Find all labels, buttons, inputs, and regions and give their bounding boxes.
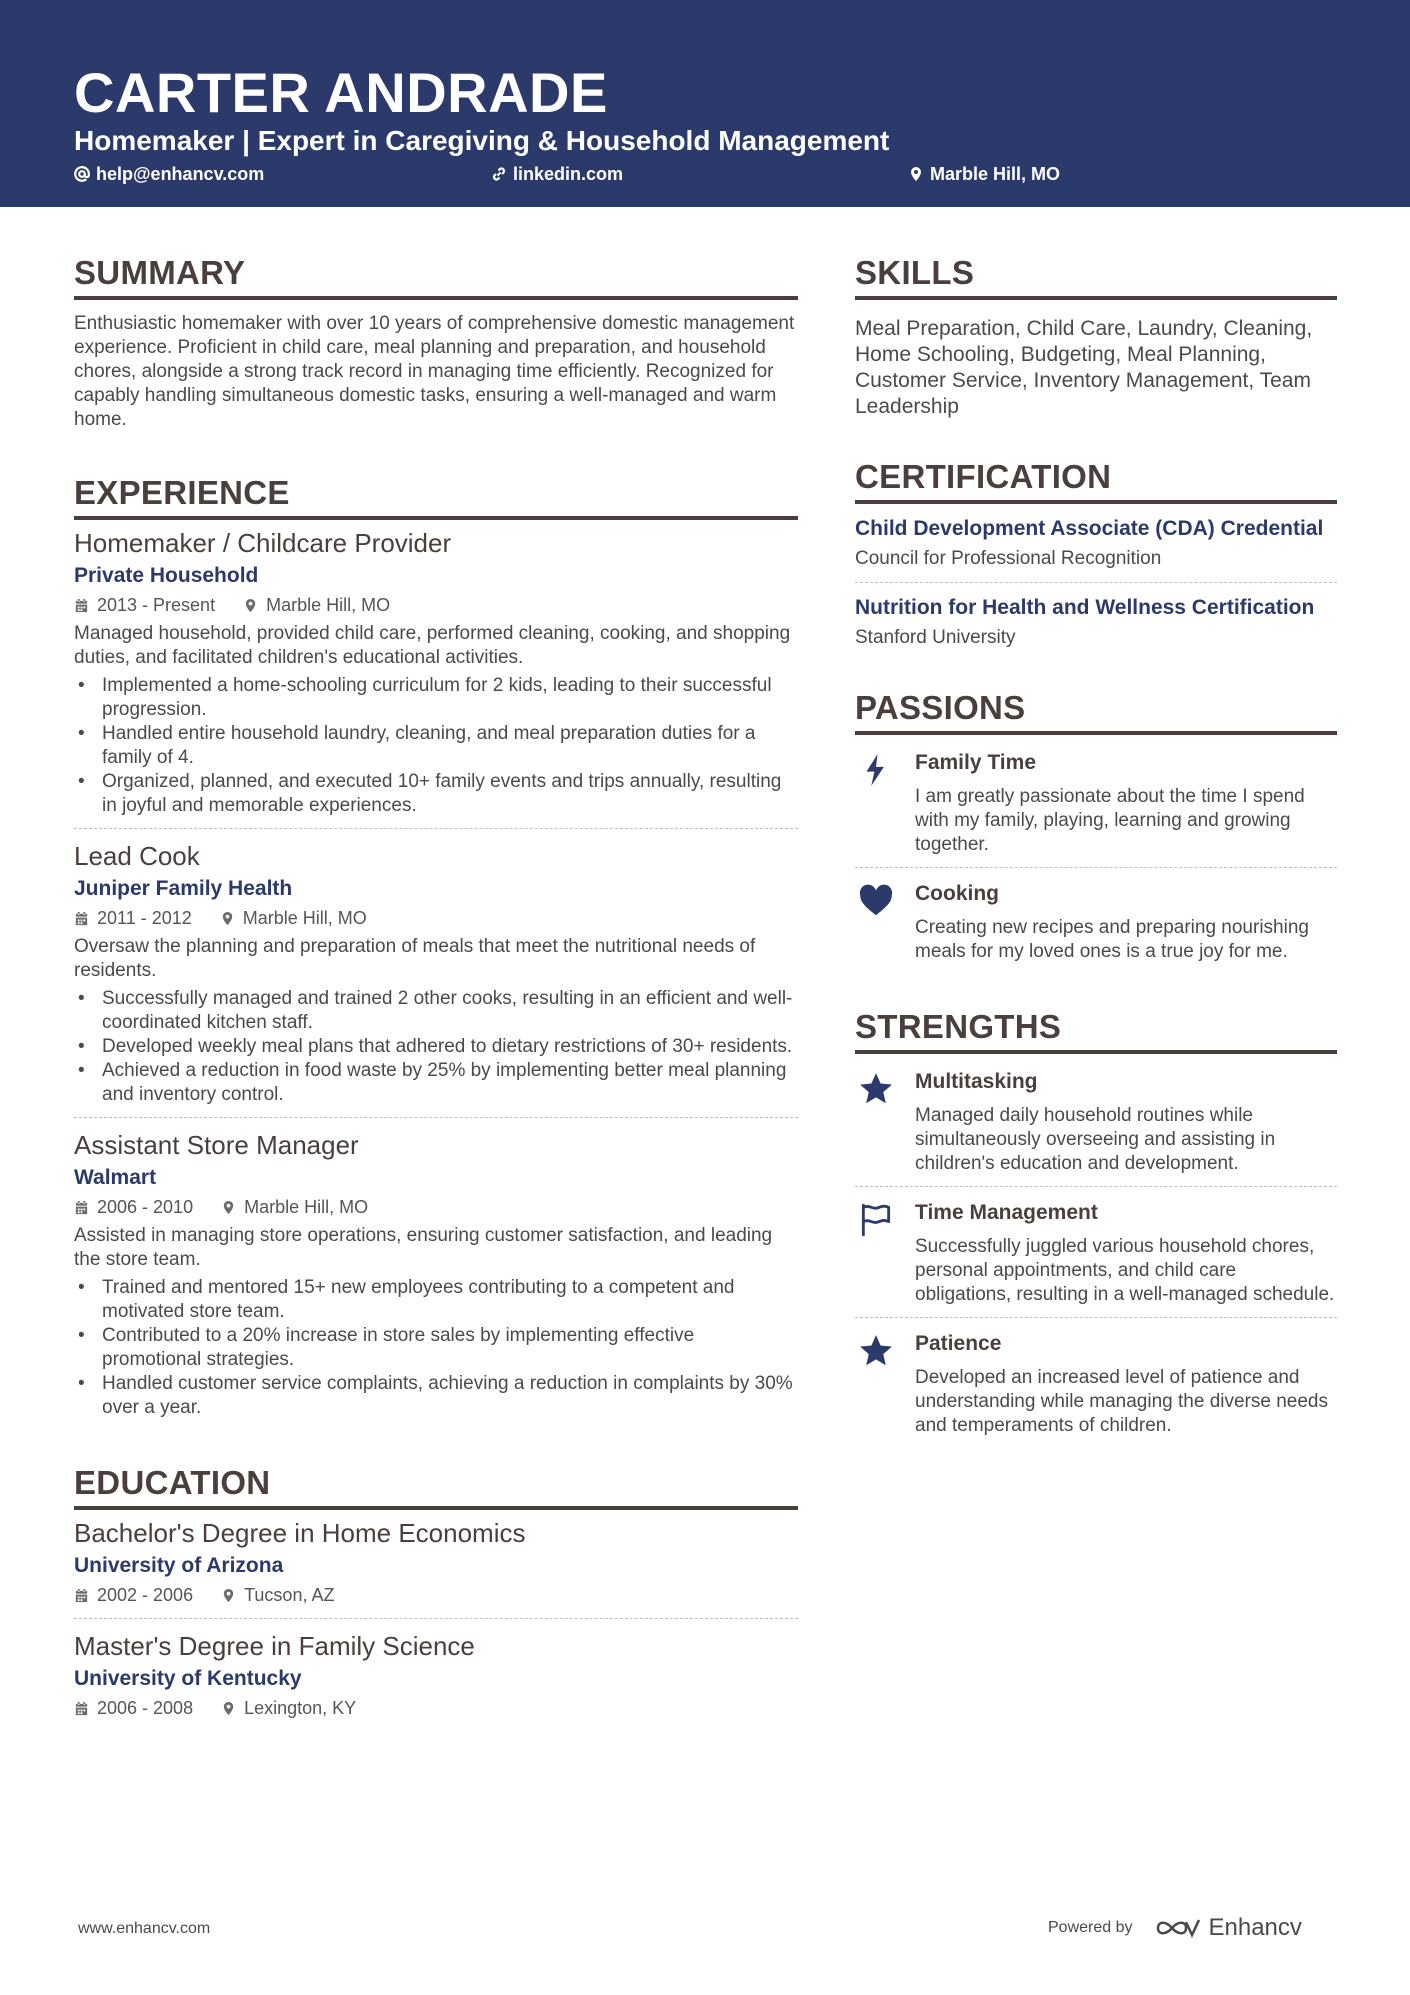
experience-heading: EXPERIENCE — [74, 470, 798, 520]
certification-heading: CERTIFICATION — [855, 454, 1337, 504]
candidate-title: Homemaker | Expert in Caregiving & Household Management — [74, 125, 890, 156]
lightning-icon — [857, 751, 895, 789]
map-pin-icon — [220, 911, 235, 926]
summary-section — [74, 250, 798, 432]
strength-title: Patience — [915, 1332, 1002, 1355]
dates-text: 2006 - 2010 — [97, 1197, 194, 1217]
footer-website[interactable]: www.enhancv.com — [78, 1920, 211, 1937]
job-description: Assisted in managing store operations, ensuring customer satisfaction, and leading the store team. — [74, 1225, 773, 1270]
job-bullets — [74, 987, 798, 1107]
calendar-icon — [74, 1701, 89, 1716]
strengths-heading: STRENGTHS — [855, 1004, 1337, 1054]
strength-entry — [855, 1195, 1337, 1318]
bullet-item: • Implemented a home-schooling curriculum for 2 kids, leading to their successful progression. — [74, 674, 798, 722]
degree-title: Bachelor's Degree in Home Economics — [74, 1518, 526, 1548]
calendar-icon — [74, 1200, 89, 1215]
star-icon — [857, 1070, 895, 1108]
resume-header — [0, 0, 1410, 207]
job-location — [243, 592, 390, 618]
powered-by-text: Powered by — [1048, 1919, 1133, 1936]
email-text: help@enhancv.com — [96, 164, 265, 184]
certification-name: Child Development Associate (CDA) Credential — [855, 517, 1324, 540]
map-pin-icon — [221, 1588, 236, 1603]
job-dates — [74, 592, 215, 618]
job-dates — [74, 1194, 193, 1220]
strength-description: Successfully juggled various household chores, personal appointments, and child care obligations, resulting in a well-managed schedule. — [915, 1236, 1335, 1305]
job-bullets — [74, 674, 798, 818]
strength-entry — [855, 1326, 1337, 1448]
job-bullets — [74, 1276, 798, 1420]
experience-section — [74, 470, 798, 1430]
bullet-item: • Contributed to a 20% increase in store sales by implementing effective promotional strategies. — [74, 1324, 798, 1372]
certification-org: Council for Professional Recognition — [855, 548, 1162, 569]
education-meta — [74, 1695, 798, 1721]
job-meta — [74, 1194, 798, 1220]
education-location — [221, 1695, 356, 1721]
passions-section — [855, 685, 1337, 974]
job-location — [220, 905, 367, 931]
strengths-section — [855, 1004, 1337, 1448]
job-title: Assistant Store Manager — [74, 1130, 359, 1160]
location-text: Marble Hill, MO — [266, 595, 391, 615]
passion-entry — [855, 876, 1337, 974]
map-pin-icon — [221, 1701, 236, 1716]
job-meta — [74, 905, 798, 931]
strength-body — [915, 1199, 1337, 1307]
location-text: Marble Hill, MO — [244, 1197, 369, 1217]
passion-body — [915, 880, 1337, 964]
passion-entry — [855, 745, 1337, 868]
education-section — [74, 1460, 798, 1731]
passion-icon-wrap — [855, 880, 915, 964]
dates-text: 2011 - 2012 — [97, 908, 192, 928]
summary-heading: SUMMARY — [74, 250, 798, 300]
dates-text: 2002 - 2006 — [97, 1585, 194, 1605]
strength-title: Multitasking — [915, 1070, 1038, 1093]
map-pin-icon — [908, 166, 924, 182]
linkedin-text: linkedin.com — [513, 164, 624, 184]
passion-description: Creating new recipes and preparing nourishing meals for my loved ones is a true joy for me. — [915, 917, 1309, 962]
certification-org: Stanford University — [855, 627, 1016, 648]
flag-icon — [857, 1201, 895, 1239]
certification-entry — [855, 593, 1337, 661]
footer-branding — [1048, 1914, 1302, 1942]
summary-text: Enthusiastic homemaker with over 10 years of comprehensive domestic management experience. Proficient in child care, meal planning and preparation, and household chores, alongside a strong track record in managing time efficiently. Recognized for capably handling simultaneous domestic tasks, ensuring a well-managed and warm home. — [74, 313, 795, 430]
brand-name: Enhancv — [1208, 1914, 1302, 1941]
passion-title: Cooking — [915, 882, 999, 905]
experience-entry — [74, 839, 798, 1118]
contact-linkedin[interactable] — [491, 162, 623, 186]
location-text: Tucson, AZ — [244, 1585, 335, 1605]
enhancv-logo-icon — [1155, 1915, 1201, 1941]
strength-icon-wrap — [855, 1068, 915, 1176]
skills-text: Meal Preparation, Child Care, Laundry, Cleaning, Home Schooling, Budgeting, Meal Planning, Customer Service, Inventory Management, Team Leadership — [855, 317, 1313, 418]
job-title: Homemaker / Childcare Provider — [74, 528, 452, 558]
passion-body — [915, 749, 1337, 857]
strength-title: Time Management — [915, 1201, 1098, 1224]
experience-entry — [74, 1128, 798, 1430]
job-description: Managed household, provided child care, performed cleaning, cooking, and shopping duties, and facilitated children's educational activities. — [74, 623, 791, 668]
education-heading: EDUCATION — [74, 1460, 798, 1510]
certification-entry — [855, 514, 1337, 583]
candidate-name: CARTER ANDRADE — [74, 61, 608, 124]
job-meta — [74, 592, 798, 618]
star-icon — [857, 1332, 895, 1370]
job-description: Oversaw the planning and preparation of meals that meet the nutritional needs of residents. — [74, 936, 756, 981]
map-pin-icon — [221, 1200, 236, 1215]
bullet-item: • Trained and mentored 15+ new employees contributing to a competent and motivated store team. — [74, 1276, 798, 1324]
skills-heading: SKILLS — [855, 250, 1337, 300]
calendar-icon — [74, 911, 89, 926]
calendar-icon — [74, 598, 89, 613]
certification-name: Nutrition for Health and Wellness Certification — [855, 596, 1315, 619]
education-dates — [74, 1695, 193, 1721]
dates-text: 2013 - Present — [97, 595, 216, 615]
contact-email[interactable] — [74, 162, 264, 186]
bullet-item: • Handled entire household laundry, cleaning, and meal preparation duties for a family of 4. — [74, 722, 798, 770]
education-entry — [74, 1516, 798, 1619]
certification-section — [855, 454, 1337, 661]
job-location — [221, 1194, 368, 1220]
map-pin-icon — [243, 598, 258, 613]
at-icon — [74, 166, 90, 182]
school-name: University of Arizona — [74, 1554, 284, 1577]
strength-body — [915, 1068, 1337, 1176]
right-column — [855, 250, 1337, 1448]
strength-icon-wrap — [855, 1199, 915, 1307]
bullet-item: • Organized, planned, and executed 10+ family events and trips annually, resulting in joyful and memorable experiences. — [74, 770, 798, 818]
passion-description: I am greatly passionate about the time I spend with my family, playing, learning and growing together. — [915, 786, 1305, 855]
experience-entry — [74, 526, 798, 829]
bullet-item: • Handled customer service complaints, achieving a reduction in complaints by 30% over a year. — [74, 1372, 798, 1420]
bullet-item: • Developed weekly meal plans that adhered to dietary restrictions of 30+ residents. — [74, 1035, 798, 1059]
job-title: Lead Cook — [74, 841, 200, 871]
company-name: Private Household — [74, 564, 259, 587]
enhancv-logo[interactable] — [1155, 1914, 1302, 1942]
location-text: Marble Hill, MO — [930, 164, 1061, 184]
passions-heading: PASSIONS — [855, 685, 1337, 735]
skills-section — [855, 250, 1337, 420]
strength-body — [915, 1330, 1337, 1438]
strength-icon-wrap — [855, 1330, 915, 1438]
passion-icon-wrap — [855, 749, 915, 857]
education-location — [221, 1582, 334, 1608]
dates-text: 2006 - 2008 — [97, 1698, 194, 1718]
education-dates — [74, 1582, 193, 1608]
company-name: Walmart — [74, 1166, 157, 1189]
calendar-icon — [74, 1588, 89, 1603]
company-name: Juniper Family Health — [74, 877, 293, 900]
link-icon — [491, 166, 507, 182]
location-text: Lexington, KY — [244, 1698, 357, 1718]
strength-description: Managed daily household routines while simultaneously overseeing and assisting in children's education and development. — [915, 1105, 1276, 1174]
bullet-item: • Successfully managed and trained 2 other cooks, resulting in an efficient and well-coordinated kitchen staff. — [74, 987, 798, 1035]
heart-icon — [857, 882, 895, 920]
bullet-item: • Achieved a reduction in food waste by 25% by implementing better meal planning and inventory control. — [74, 1059, 798, 1107]
passion-title: Family Time — [915, 751, 1036, 774]
strength-description: Developed an increased level of patience and understanding while managing the diverse needs and temperaments of children. — [915, 1367, 1328, 1436]
strength-entry — [855, 1064, 1337, 1187]
location-text: Marble Hill, MO — [242, 908, 367, 928]
degree-title: Master's Degree in Family Science — [74, 1631, 475, 1661]
education-meta — [74, 1582, 798, 1608]
school-name: University of Kentucky — [74, 1667, 302, 1690]
job-dates — [74, 905, 192, 931]
contact-location — [908, 162, 1060, 186]
left-column — [74, 250, 798, 1731]
education-entry — [74, 1629, 798, 1731]
